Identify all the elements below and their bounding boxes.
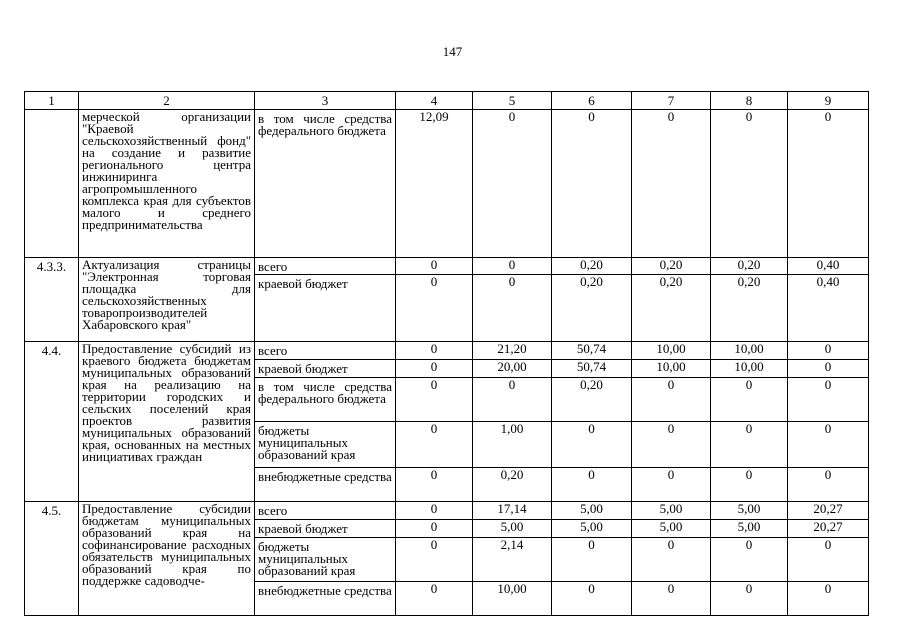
funding-value: 10,00 [473, 582, 552, 616]
funding-value: 0,40 [788, 275, 869, 342]
header-row [25, 92, 869, 110]
funding-value: 0 [473, 258, 552, 275]
funding-value: 0,20 [711, 258, 788, 275]
funding-value: 5,00 [552, 502, 632, 520]
funding-value: 0 [396, 520, 473, 538]
row-code: 4.4. [25, 342, 79, 502]
funding-value: 0 [788, 422, 869, 468]
table-row [25, 110, 869, 258]
funding-source: всего [255, 258, 396, 275]
funding-value: 0 [632, 422, 711, 468]
funding-value: 0,20 [632, 258, 711, 275]
funding-value: 0 [473, 110, 552, 258]
measure-description: Предоставление субсидии бюджетам муниципальных образований края на софинансирование расходных обязательств муниципальных образований края по поддержке садоводче- [79, 502, 255, 616]
funding-source: краевой бюджет [255, 520, 396, 538]
column-header: 5 [473, 92, 552, 110]
funding-value: 50,74 [552, 342, 632, 360]
funding-value: 0 [788, 360, 869, 378]
funding-value: 0 [396, 422, 473, 468]
funding-value: 0 [552, 582, 632, 616]
funding-source: краевой бюджет [255, 275, 396, 342]
funding-value: 0 [632, 582, 711, 616]
table-body [25, 110, 869, 616]
funding-value: 20,00 [473, 360, 552, 378]
column-header: 4 [396, 92, 473, 110]
column-header: 3 [255, 92, 396, 110]
table-row [25, 258, 869, 275]
column-header: 8 [711, 92, 788, 110]
funding-value: 0 [552, 468, 632, 502]
funding-value: 20,27 [788, 520, 869, 538]
funding-value: 0,20 [473, 468, 552, 502]
funding-value: 0 [552, 538, 632, 582]
column-header: 6 [552, 92, 632, 110]
row-code: 4.3.3. [25, 258, 79, 342]
funding-value: 5,00 [711, 502, 788, 520]
funding-value: 5,00 [473, 520, 552, 538]
funding-value: 0 [396, 502, 473, 520]
measure-description: Предоставление субсидий из краевого бюджета бюджетам муниципальных образований края на реализацию на территории городских и сельских поселений края проектов развития муниципальных образований края, основанных на местных инициативах граждан [79, 342, 255, 502]
funding-value: 0 [711, 422, 788, 468]
table-row [25, 502, 869, 520]
column-header: 7 [632, 92, 711, 110]
column-header: 2 [79, 92, 255, 110]
funding-value: 17,14 [473, 502, 552, 520]
funding-value: 5,00 [711, 520, 788, 538]
funding-value: 0 [788, 468, 869, 502]
funding-source: в том числе средства федерального бюджета [255, 110, 396, 258]
funding-source: всего [255, 342, 396, 360]
funding-value: 0,40 [788, 258, 869, 275]
page-number: 147 [442, 44, 463, 59]
row-code [25, 110, 79, 258]
funding-value: 0 [711, 468, 788, 502]
funding-value: 0,20 [552, 275, 632, 342]
funding-source: в том числе средства федерального бюджета [255, 378, 396, 422]
funding-value: 21,20 [473, 342, 552, 360]
funding-value: 0,20 [632, 275, 711, 342]
row-code: 4.5. [25, 502, 79, 616]
funding-value: 50,74 [552, 360, 632, 378]
funding-value: 0 [788, 378, 869, 422]
measure-description: мерческой организации "Краевой сельскохозяйственный фонд" на создание и развитие регионального центра инжиниринга агропромышленного комплекса края для субъектов малого и среднего предпринимательства [79, 110, 255, 258]
budget-table [24, 91, 869, 616]
funding-value: 0 [788, 110, 869, 258]
funding-source: бюджеты муниципальных образований края [255, 538, 396, 582]
funding-value: 0 [396, 582, 473, 616]
funding-value: 1,00 [473, 422, 552, 468]
funding-value: 0 [788, 582, 869, 616]
funding-source: внебюджетные средства [255, 468, 396, 502]
funding-value: 2,14 [473, 538, 552, 582]
funding-value: 0 [473, 378, 552, 422]
funding-value: 0 [711, 538, 788, 582]
funding-value: 0 [632, 110, 711, 258]
funding-value: 0 [552, 422, 632, 468]
funding-value: 0 [396, 258, 473, 275]
funding-value: 0 [396, 360, 473, 378]
funding-value: 10,00 [711, 360, 788, 378]
funding-value: 0 [632, 538, 711, 582]
funding-value: 0 [396, 275, 473, 342]
measure-description: Актуализация страницы "Электронная торговая площадка для сельскохозяйственных товаропроизводителей Хабаровского края" [79, 258, 255, 342]
funding-source: всего [255, 502, 396, 520]
funding-value: 5,00 [632, 502, 711, 520]
funding-value: 0 [711, 110, 788, 258]
funding-source: краевой бюджет [255, 360, 396, 378]
funding-value: 20,27 [788, 502, 869, 520]
funding-value: 0 [552, 110, 632, 258]
funding-value: 0 [632, 468, 711, 502]
funding-value: 0,20 [552, 258, 632, 275]
funding-value: 0 [711, 378, 788, 422]
funding-source: внебюджетные средства [255, 582, 396, 616]
funding-value: 5,00 [632, 520, 711, 538]
funding-value: 0 [473, 275, 552, 342]
funding-value: 5,00 [552, 520, 632, 538]
funding-value: 0,20 [711, 275, 788, 342]
funding-value: 0 [711, 582, 788, 616]
funding-value: 12,09 [396, 110, 473, 258]
funding-source: бюджеты муниципальных образований края [255, 422, 396, 468]
column-header: 9 [788, 92, 869, 110]
funding-value: 0 [396, 342, 473, 360]
funding-value: 0 [396, 538, 473, 582]
funding-value: 0,20 [552, 378, 632, 422]
funding-value: 0 [788, 538, 869, 582]
funding-value: 0 [396, 378, 473, 422]
funding-value: 0 [788, 342, 869, 360]
funding-value: 10,00 [632, 342, 711, 360]
table-row [25, 342, 869, 360]
column-header: 1 [25, 92, 79, 110]
funding-value: 10,00 [711, 342, 788, 360]
funding-value: 0 [396, 468, 473, 502]
funding-value: 0 [632, 378, 711, 422]
funding-value: 10,00 [632, 360, 711, 378]
